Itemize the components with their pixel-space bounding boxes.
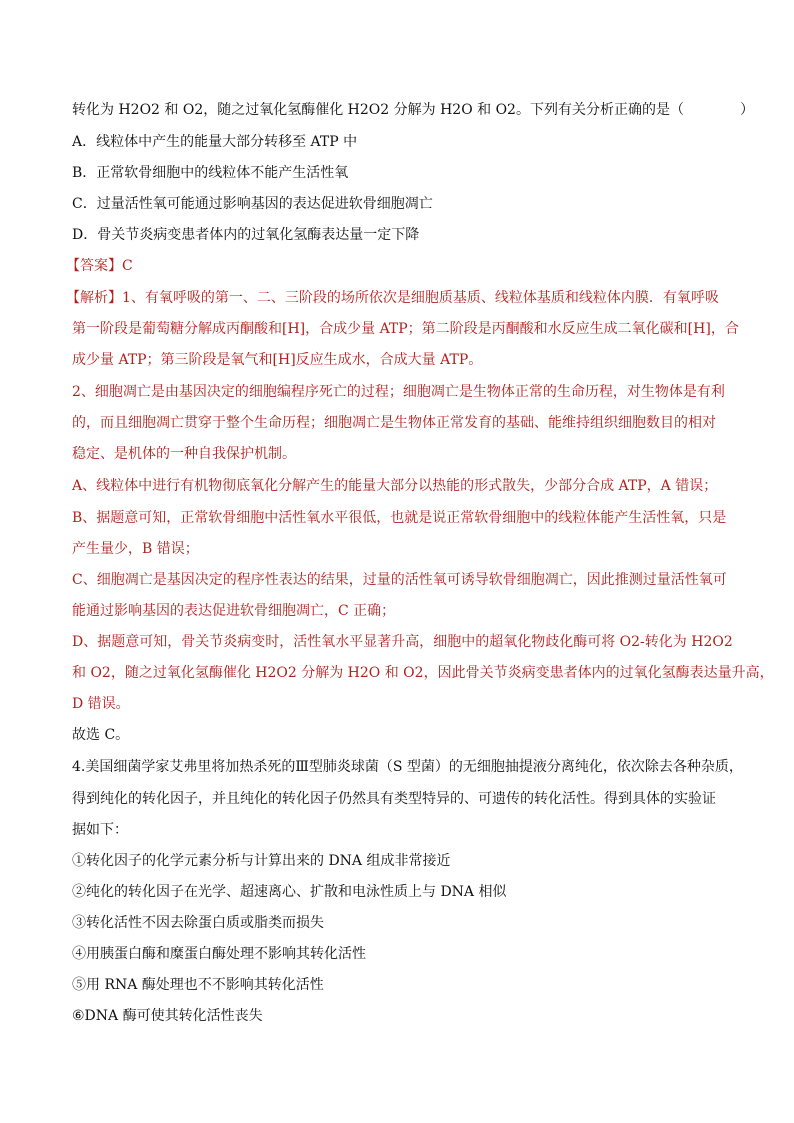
option-d: D．骨关节炎病变患者体内的过氧化氢酶表达量一定下降: [72, 227, 420, 243]
conclusion: 故选 C。: [72, 727, 130, 743]
analysis-line-11: 能通过影响基因的表达促进软骨细胞凋亡，C 正确；: [72, 603, 396, 619]
analysis-line-1: [66, 289, 719, 307]
evidence-4: ④用胰蛋白酶和糜蛋白酶处理不影响其转化活性: [72, 946, 366, 962]
question-stem: [72, 101, 754, 119]
answer-tag: 【答案】: [66, 258, 122, 274]
q4-line-3: 据如下：: [72, 822, 128, 838]
option-b: B．正常软骨细胞中的线粒体不能产生活性氧: [72, 165, 349, 181]
analysis-line-10: C、细胞凋亡是基因决定的程序性表达的结果，过量的活性氧可诱导软骨细胞凋亡，因此推测过量活性氧可: [72, 572, 727, 588]
evidence-5: ⑤用 RNA 酶处理也不不影响其转化活性: [72, 977, 324, 993]
answer-value: C: [122, 258, 133, 274]
evidence-2: ②纯化的转化因子在光学、超速离心、扩散和电泳性质上与 DNA 相似: [72, 884, 507, 900]
analysis-line-8: B、据题意可知，正常软骨细胞中活性氧水平很低，也就是说正常软骨细胞中的线粒体能产生活性氧，只是: [72, 510, 727, 526]
analysis-line-6: 稳定、是机体的一种自我保护机制。: [72, 446, 296, 462]
analysis-line-7: A、线粒体中进行有机物彻底氧化分解产生的能量大部分以热能的形式散失，少部分合成 ATP，A 错误；: [72, 478, 718, 494]
question-stem-close: ）: [739, 102, 754, 118]
evidence-3: ③转化活性不因去除蛋白质或脂类而损失: [72, 915, 324, 931]
analysis-line-9: 产生量少，B 错误；: [72, 541, 199, 557]
question-stem-text: 转化为 H2O2 和 O2，随之过氧化氢酶催化 H2O2 分解为 H2O 和 O2。下列有关分析正确的是（: [72, 102, 684, 118]
analysis-tag: 【解析】: [66, 290, 122, 306]
analysis-line-5: 的，而且细胞凋亡贯穿于整个生命历程；细胞凋亡是生物体正常发育的基础、能维持组织细胞数目的相对: [72, 415, 716, 431]
evidence-6: ⑥DNA 酶可使其转化活性丧失: [72, 1008, 263, 1024]
analysis-line-4: 2、细胞凋亡是由基因决定的细胞编程序死亡的过程；细胞凋亡是生物体正常的生命历程，对生物体是有利: [72, 384, 725, 400]
q4-line-1: 4.美国细菌学家艾弗里将加热杀死的Ⅲ型肺炎球菌（S 型菌）的无细胞抽提液分离纯化，依次除去各种杂质，: [72, 759, 743, 775]
analysis-line-14: D 错误。: [72, 696, 130, 712]
option-c: C．过量活性氧可能通过影响基因的表达促进软骨细胞凋亡: [72, 196, 433, 212]
analysis-line-2: 第一阶段是葡萄糖分解成丙酮酸和[H]，合成少量 ATP；第二阶段是丙酮酸和水反应生成二氧化碳和[H]，合: [72, 321, 739, 337]
analysis-line-3: 成少量 ATP；第三阶段是氧气和[H]反应生成水，合成大量 ATP。: [72, 352, 483, 368]
option-a: A．线粒体中产生的能量大部分转移至 ATP 中: [72, 134, 358, 150]
q4-line-2: 得到纯化的转化因子，并且纯化的转化因子仍然具有类型特异的、可遗传的转化活性。得到具体的实验证: [72, 791, 716, 807]
analysis-text: 1、有氧呼吸的第一、二、三阶段的场所依次是细胞质基质、线粒体基质和线粒体内膜．有氧呼吸: [122, 290, 719, 306]
analysis-line-12: D、据题意可知，骨关节炎病变时，活性氧水平显著升高，细胞中的超氧化物歧化酶可将 O2-转化为 H2O2: [72, 634, 733, 650]
evidence-1: ①转化因子的化学元素分析与计算出来的 DNA 组成非常接近: [72, 853, 451, 869]
analysis-line-13: 和 O2，随之过氧化氢酶催化 H2O2 分解为 H2O 和 O2，因此骨关节炎病变患者体内的过氧化氢酶表达量升高，: [72, 665, 774, 681]
answer-line: [66, 257, 133, 275]
